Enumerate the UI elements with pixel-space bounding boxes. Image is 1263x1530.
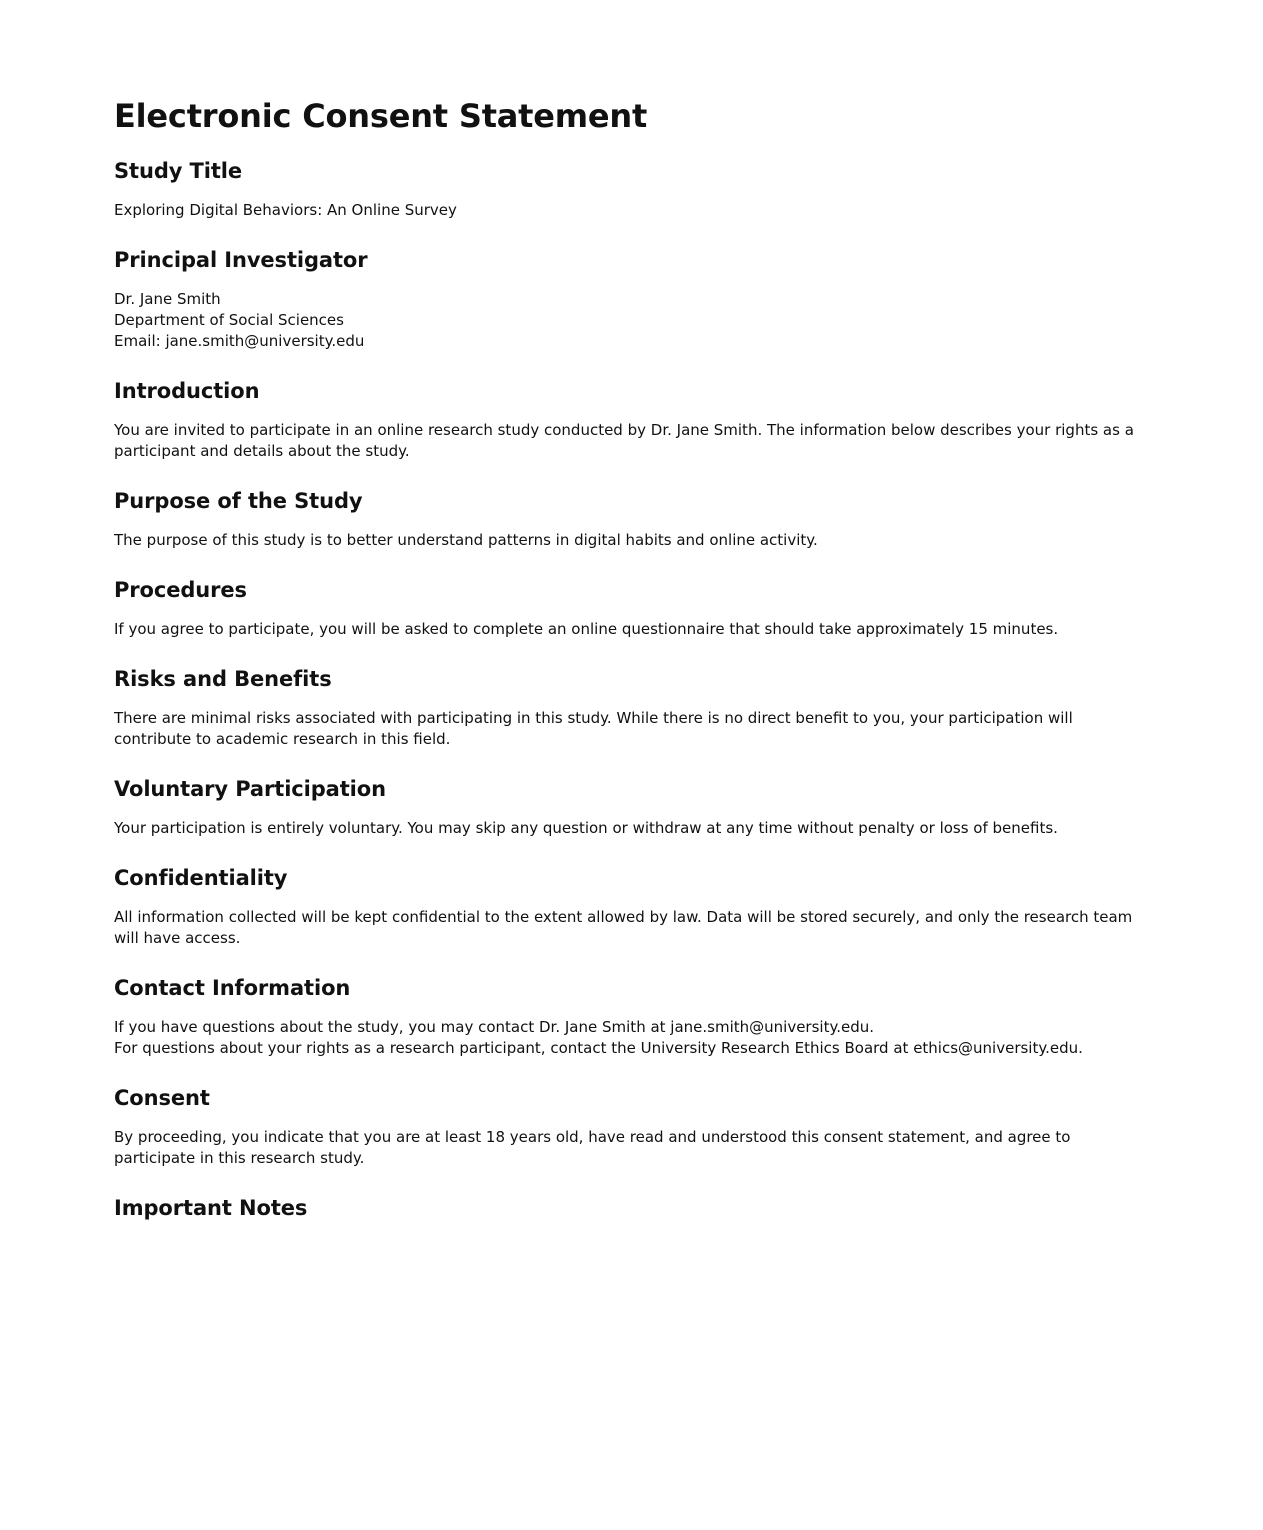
section-important-notes	[114, 1193, 1149, 1223]
section-heading: Study Title	[114, 159, 243, 183]
section-study-title	[114, 156, 1149, 221]
section-heading: Confidentiality	[114, 866, 288, 890]
section-introduction	[114, 376, 1149, 462]
contact-rights-line: For questions about your rights as a research participant, contact the University Research Ethics Board at ethics@university.edu.	[114, 1039, 1083, 1057]
risks-benefits-text: There are minimal risks associated with participating in this study. While there is no direct benefit to you, your participation will contribute to academic research in this field.	[114, 709, 1073, 748]
section-consent	[114, 1083, 1149, 1169]
procedures-text: If you agree to participate, you will be asked to complete an online questionnaire that should take approximately 15 minutes.	[114, 620, 1059, 638]
section-heading: Risks and Benefits	[114, 667, 332, 691]
contact-details	[114, 1017, 1149, 1059]
contact-study-line: If you have questions about the study, you may contact Dr. Jane Smith at jane.smith@university.edu.	[114, 1018, 874, 1036]
investigator-email: Email: jane.smith@university.edu	[114, 332, 365, 350]
section-principal-investigator	[114, 245, 1149, 352]
section-heading: Principal Investigator	[114, 248, 368, 272]
section-purpose	[114, 486, 1149, 551]
section-risks-benefits	[114, 664, 1149, 750]
study-title-text: Exploring Digital Behaviors: An Online Survey	[114, 201, 457, 219]
section-heading: Contact Information	[114, 976, 351, 1000]
section-procedures	[114, 575, 1149, 640]
introduction-text: You are invited to participate in an online research study conducted by Dr. Jane Smith. The information below describes your rights as a participant and details about the study.	[114, 421, 1134, 460]
section-heading: Introduction	[114, 379, 260, 403]
section-heading: Consent	[114, 1086, 210, 1110]
investigator-department: Department of Social Sciences	[114, 311, 344, 329]
investigator-name: Dr. Jane Smith	[114, 290, 221, 308]
page-title: Electronic Consent Statement	[114, 97, 648, 135]
section-confidentiality	[114, 863, 1149, 949]
section-heading: Procedures	[114, 578, 247, 602]
voluntary-text: Your participation is entirely voluntary. You may skip any question or withdraw at any time without penalty or loss of benefits.	[114, 819, 1058, 837]
purpose-text: The purpose of this study is to better understand patterns in digital habits and online activity.	[114, 531, 818, 549]
section-contact-information	[114, 973, 1149, 1059]
section-voluntary-participation	[114, 774, 1149, 839]
section-heading: Purpose of the Study	[114, 489, 363, 513]
section-heading: Voluntary Participation	[114, 777, 386, 801]
investigator-details	[114, 289, 1149, 352]
section-heading: Important Notes	[114, 1196, 308, 1220]
consent-text: By proceeding, you indicate that you are at least 18 years old, have read and understood this consent statement, and agree to participate in this research study.	[114, 1128, 1071, 1167]
confidentiality-text: All information collected will be kept confidential to the extent allowed by law. Data will be stored securely, and only the research team will have access.	[114, 908, 1133, 947]
